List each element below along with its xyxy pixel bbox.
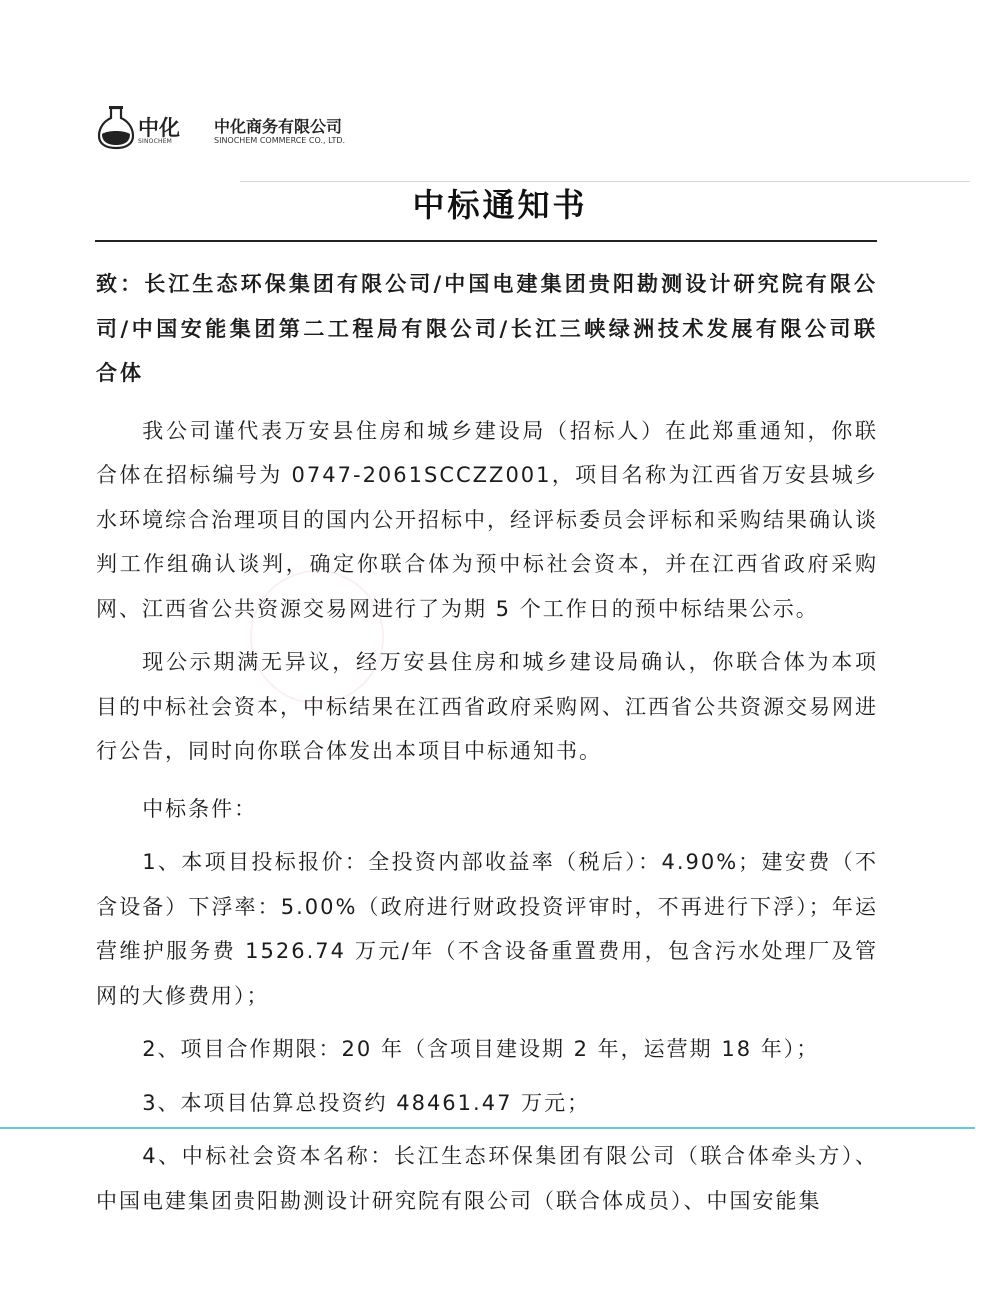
company-name-cn: 中化商务有限公司 — [214, 117, 343, 136]
scan-artifact-line — [0, 1127, 975, 1129]
company-name-en: SINOCHEM COMMERCE CO., LTD. — [214, 136, 346, 145]
sinochem-flask-logo-icon — [96, 104, 136, 150]
title-rule — [95, 240, 877, 242]
paragraph-conditions-heading: 中标条件： — [142, 796, 258, 821]
paragraph-notice: 我公司谨代表万安县住房和城乡建设局（招标人）在此郑重通知，你联合体在招标编号为 0747-2061SCCZZ001，项目名称为江西省万安县城乡水环境综合治理项目的国内公开招标中，经评标委员会评标和采购结果确认谈判工作组确认谈判，确定你联合体为预中标社会资本，并在江西省政府采购网、江西省公共资源交易网进行了为期 5 个工作日的预中标结果公示。 — [96, 418, 878, 621]
addressee: 致：长江生态环保集团有限公司/中国电建集团贵阳勘测设计研究院有限公司/中国安能集团第二工程局有限公司/长江三峡绿洲技术发展有限公司联合体 — [96, 272, 878, 385]
document-body — [96, 262, 878, 1223]
condition-item-1: 1、本项目投标报价：全投资内部收益率（税后）：4.90%；建安费（不含设备）下浮率：5.00%（政府进行财政投资评审时，不再进行下浮）；年运营维护服务费 1526.74 万元/年（不含设备重置费用，包含污水处理厂及管网的大修费用）； — [96, 850, 878, 1008]
condition-item-4: 4、中标社会资本名称：长江生态环保集团有限公司（联合体牵头方）、中国电建集团贵阳勘测设计研究院有限公司（联合体成员）、中国安能集 — [96, 1144, 878, 1213]
brand-name-en: SINOCHEM — [138, 138, 173, 145]
brand-name-cn: 中化 — [138, 116, 180, 140]
paragraph-confirmation: 现公示期满无异议，经万安县住房和城乡建设局确认，你联合体为本项目的中标社会资本，中标结果在江西省政府采购网、江西省公共资源交易网进行公告，同时向你联合体发出本项目中标通知书。 — [96, 650, 878, 763]
condition-item-3: 3、本项目估算总投资约 48461.47 万元； — [142, 1090, 591, 1115]
document-title: 中标通知书 — [412, 186, 588, 224]
condition-item-2: 2、项目合作期限：20 年（含项目建设期 2 年，运营期 18 年）； — [142, 1037, 820, 1061]
